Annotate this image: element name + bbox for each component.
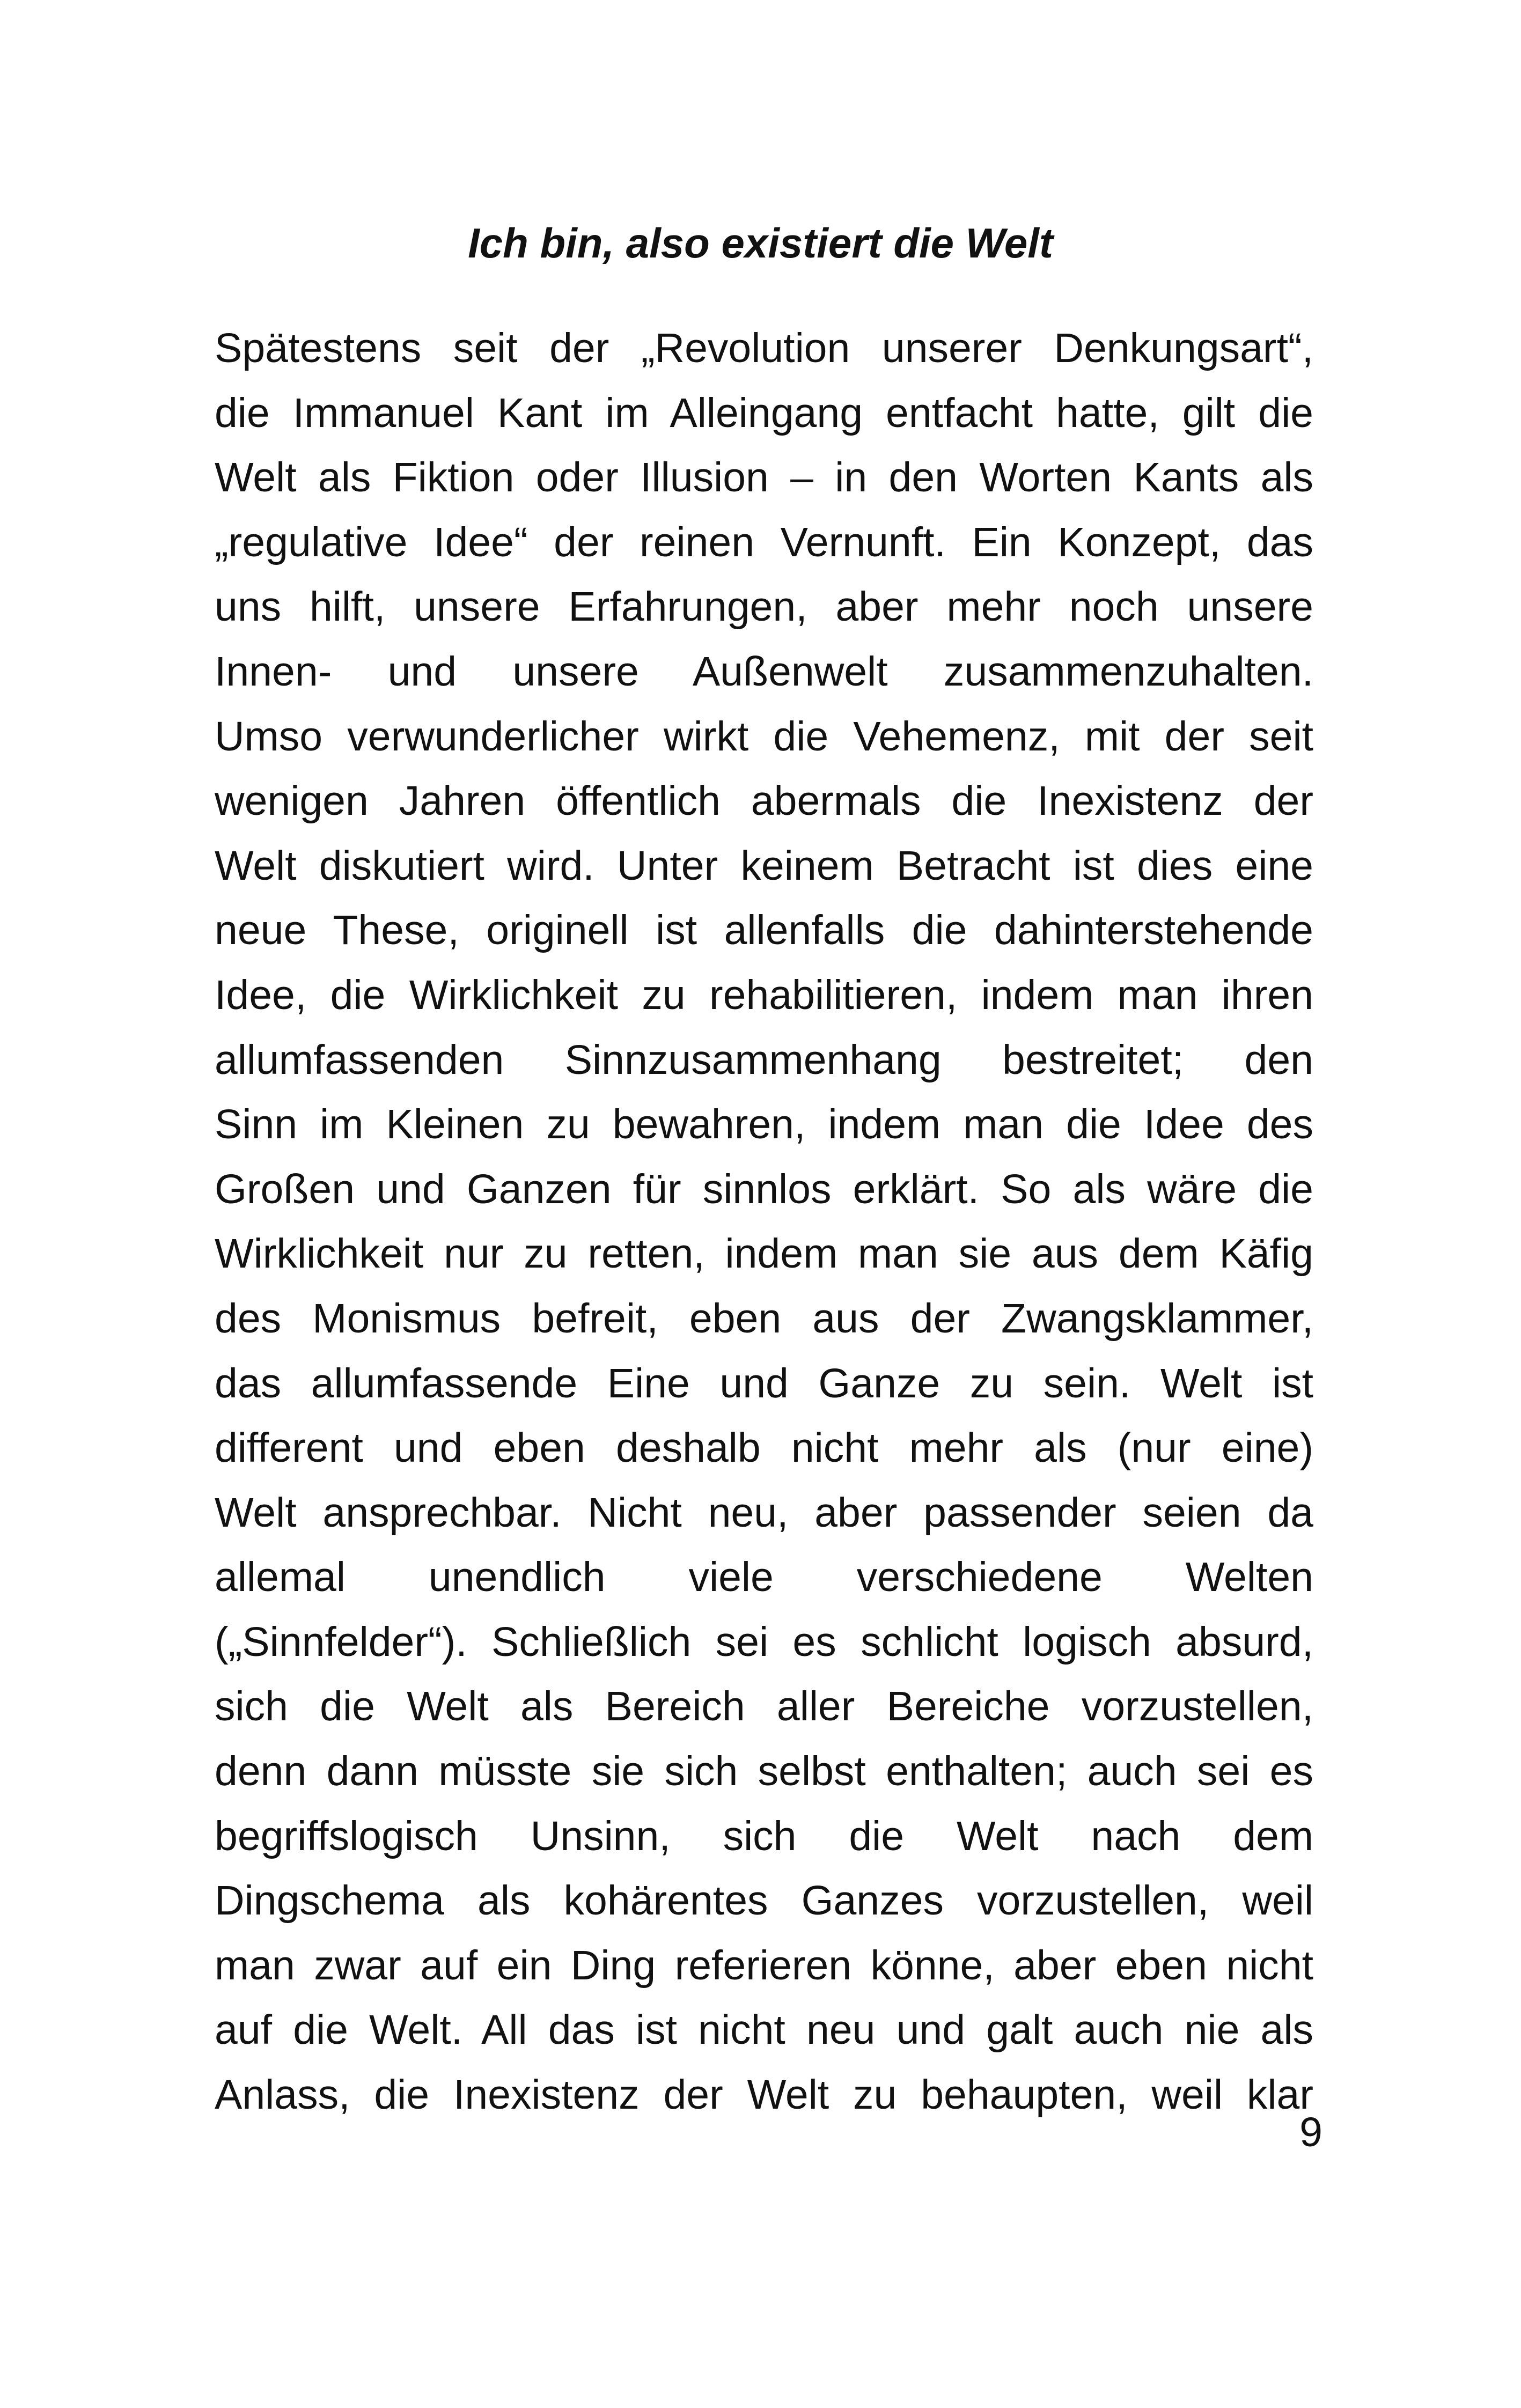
text-line: Welt als Fiktion oder Illusion – in den Worten Kants als	[215, 454, 1313, 501]
chapter-title: Ich bin, also existiert die Welt	[468, 219, 1053, 267]
text-line: neue These, originell ist allenfalls die dahinterstehende	[215, 907, 1313, 954]
text-line: Idee, die Wirklichkeit zu rehabilitieren, indem man ihren	[215, 971, 1313, 1018]
body-paragraph	[215, 316, 1313, 2127]
text-line: Spätestens seit der „Revolution unserer Denkungsart“,	[215, 325, 1313, 371]
text-line: Großen und Ganzen für sinnlos erklärt. So als wäre die	[215, 1166, 1313, 1212]
text-line: uns hilft, unsere Erfahrungen, aber mehr noch unsere	[215, 584, 1313, 630]
text-line: die Immanuel Kant im Alleingang entfacht hatte, gilt die	[215, 389, 1313, 436]
text-line: Sinn im Kleinen zu bewahren, indem man die Idee des	[215, 1101, 1313, 1148]
text-line: begriffslogisch Unsinn, sich die Welt nach dem	[215, 1813, 1313, 1859]
text-line: allumfassenden Sinnzusammenhang bestreitet; den	[215, 1036, 1313, 1083]
text-line: Dingschema als kohärentes Ganzes vorzustellen, weil	[215, 1877, 1313, 1924]
page-number: 9	[1299, 2109, 1322, 2155]
text-line: des Monismus befreit, eben aus der Zwangsklammer,	[215, 1295, 1313, 1342]
text-line: Innen- und unsere Außenwelt zusammenzuhalten.	[215, 648, 1313, 695]
text-line: sich die Welt als Bereich aller Bereiche vorzustellen,	[215, 1683, 1313, 1730]
text-line: man zwar auf ein Ding referieren könne, aber eben nicht	[215, 1942, 1313, 1989]
text-line: Anlass, die Inexistenz der Welt zu behaupten, weil klar	[215, 2072, 1313, 2118]
text-line: Umso verwunderlicher wirkt die Vehemenz, mit der seit	[215, 713, 1313, 760]
text-line: auf die Welt. All das ist nicht neu und galt auch nie als	[215, 2007, 1313, 2053]
text-line: different und eben deshalb nicht mehr als (nur eine)	[215, 1425, 1313, 1471]
text-line: denn dann müsste sie sich selbst enthalten; auch sei es	[215, 1748, 1313, 1795]
text-line: „regulative Idee“ der reinen Vernunft. Ein Konzept, das	[215, 519, 1313, 565]
text-line: Welt ansprechbar. Nicht neu, aber passender seien da	[215, 1489, 1313, 1536]
text-line: allemal unendlich viele verschiedene Welten	[215, 1554, 1313, 1601]
text-line: Wirklichkeit nur zu retten, indem man sie aus dem Käfig	[215, 1231, 1313, 1277]
text-line: („Sinnfelder“). Schließlich sei es schlicht logisch absurd,	[215, 1618, 1313, 1665]
text-line: Welt diskutiert wird. Unter keinem Betracht ist dies eine	[215, 842, 1313, 889]
text-line: das allumfassende Eine und Ganze zu sein. Welt ist	[215, 1360, 1313, 1406]
text-line: wenigen Jahren öffentlich abermals die Inexistenz der	[215, 778, 1313, 824]
